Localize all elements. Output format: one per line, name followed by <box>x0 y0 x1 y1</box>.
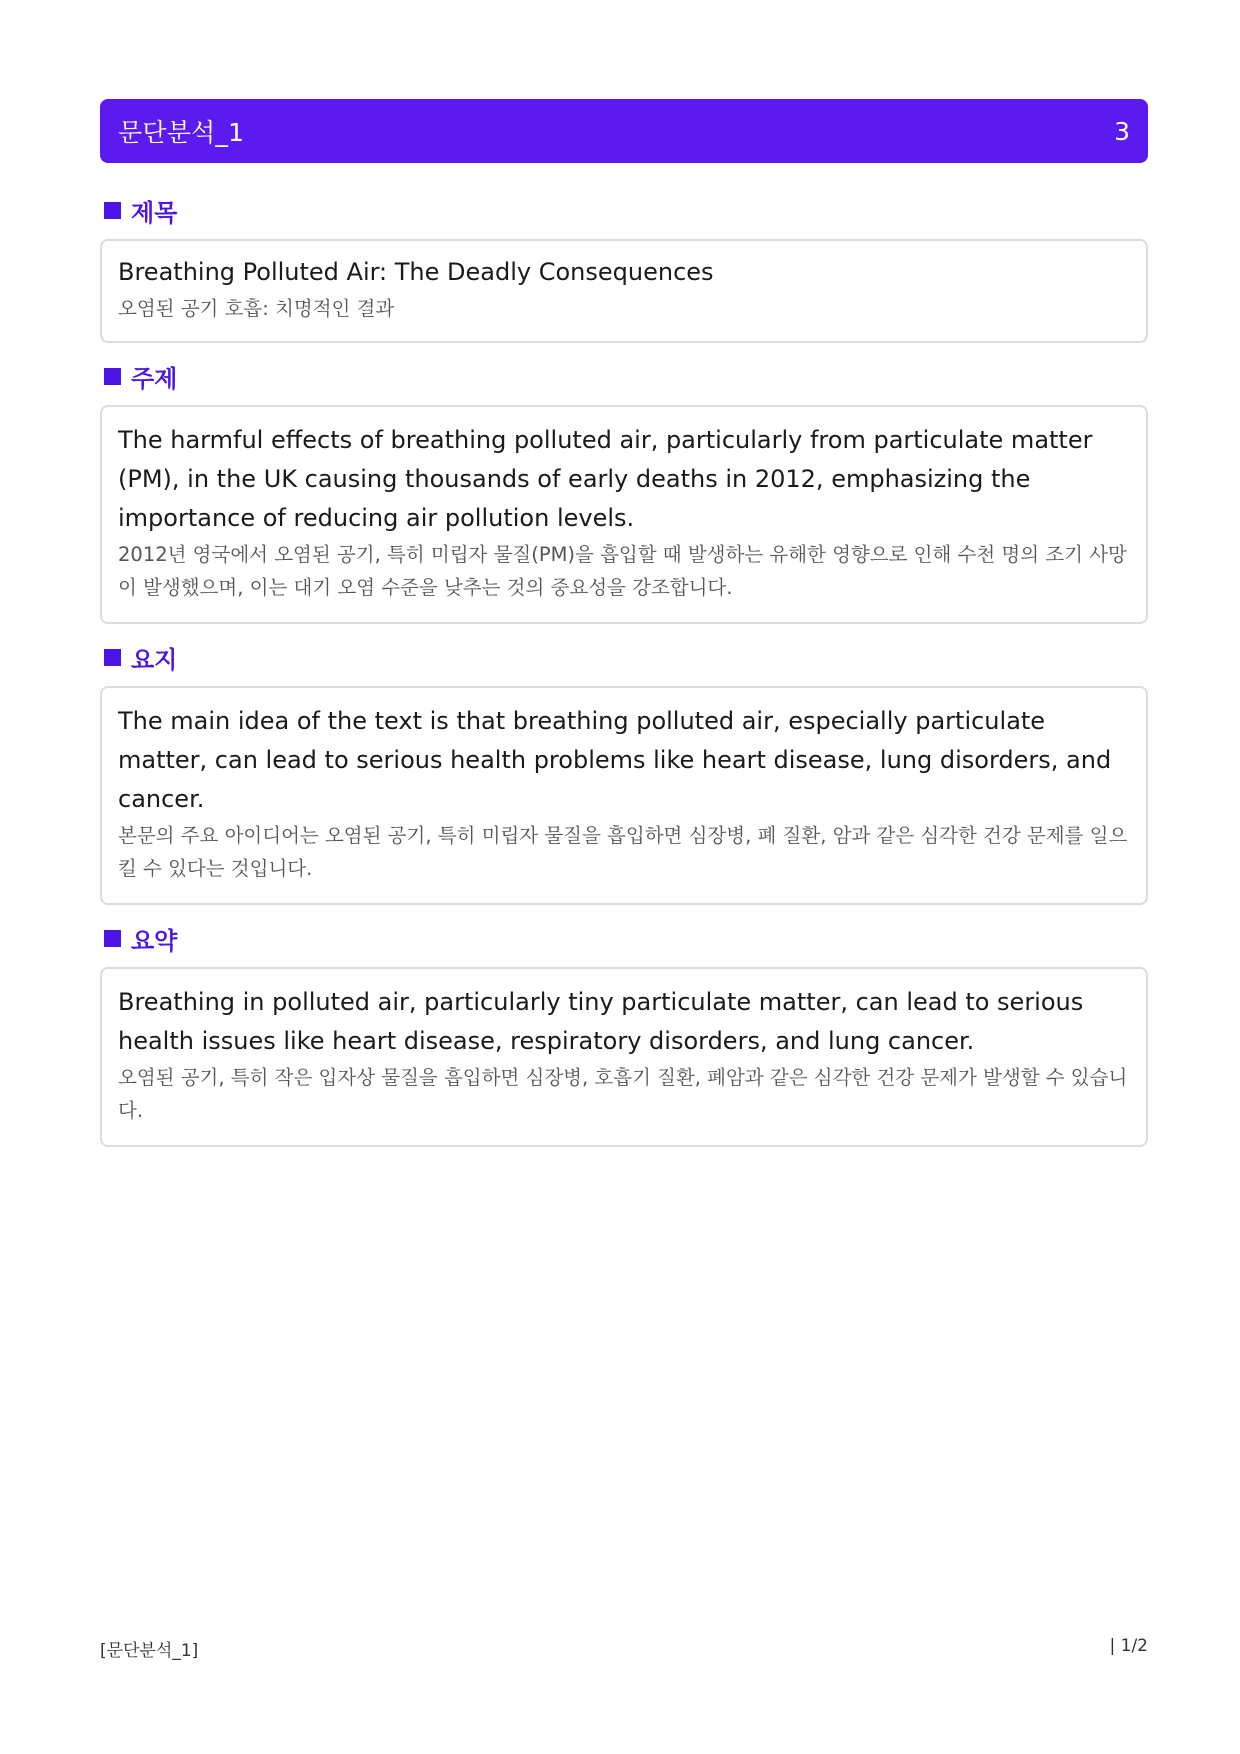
title-card <box>100 239 1148 343</box>
page-footer <box>100 1636 1148 1661</box>
header-title: 문단분석_1 <box>118 118 245 147</box>
english-text: Breathing in polluted air, particularly tiny particulate matter, can lead to serious health issues like heart disease, respiratory disorders, and lung cancer. <box>118 988 1084 1055</box>
korean-text: 오염된 공기, 특히 작은 입자상 물질을 흡입하면 심장병, 호흡기 질환, 폐암과 같은 심각한 건강 문제가 발생할 수 있습니다. <box>118 1066 1128 1122</box>
section-heading-main-idea <box>100 642 1148 672</box>
footer-label: [문단분석_1] <box>100 1641 199 1661</box>
section-heading-label: 제목 <box>131 198 178 227</box>
section-heading-label: 요약 <box>131 926 178 955</box>
english-text: The main idea of the text is that breathing polluted air, especially particulate matter, can lead to serious health problems like heart disease, lung disorders, and cancer. <box>118 707 1112 813</box>
header-number: 3 <box>1114 116 1130 146</box>
english-text: The harmful effects of breathing polluted air, particularly from particulate matter (PM), in the UK causing thousands of early deaths in 2012, emphasizing the importance of reducing air pollution levels. <box>118 426 1093 532</box>
square-bullet-icon <box>104 202 121 219</box>
square-bullet-icon <box>104 930 121 947</box>
section-heading-topic <box>100 361 1148 391</box>
section-heading-summary <box>100 923 1148 953</box>
section-heading-title <box>100 195 1148 225</box>
square-bullet-icon <box>104 649 121 666</box>
page-number: | 1/2 <box>1109 1636 1148 1656</box>
english-text: Breathing Polluted Air: The Deadly Consequences <box>118 258 714 286</box>
section-heading-label: 주제 <box>131 364 178 393</box>
main-idea-card <box>100 686 1148 905</box>
square-bullet-icon <box>104 368 121 385</box>
topic-card <box>100 405 1148 624</box>
document-page <box>100 99 1148 1147</box>
header-bar <box>100 99 1148 163</box>
summary-card <box>100 967 1148 1147</box>
korean-text: 2012년 영국에서 오염된 공기, 특히 미립자 물질(PM)을 흡입할 때 발생하는 유해한 영향으로 인해 수천 명의 조기 사망이 발생했으며, 이는 대기 오염 수준을 낮추는 것의 중요성을 강조합니다. <box>118 543 1127 599</box>
korean-text: 본문의 주요 아이디어는 오염된 공기, 특히 미립자 물질을 흡입하면 심장병, 폐 질환, 암과 같은 심각한 건강 문제를 일으킬 수 있다는 것입니다. <box>118 824 1128 880</box>
korean-text: 오염된 공기 호흡: 치명적인 결과 <box>118 297 395 320</box>
section-heading-label: 요지 <box>131 645 178 674</box>
